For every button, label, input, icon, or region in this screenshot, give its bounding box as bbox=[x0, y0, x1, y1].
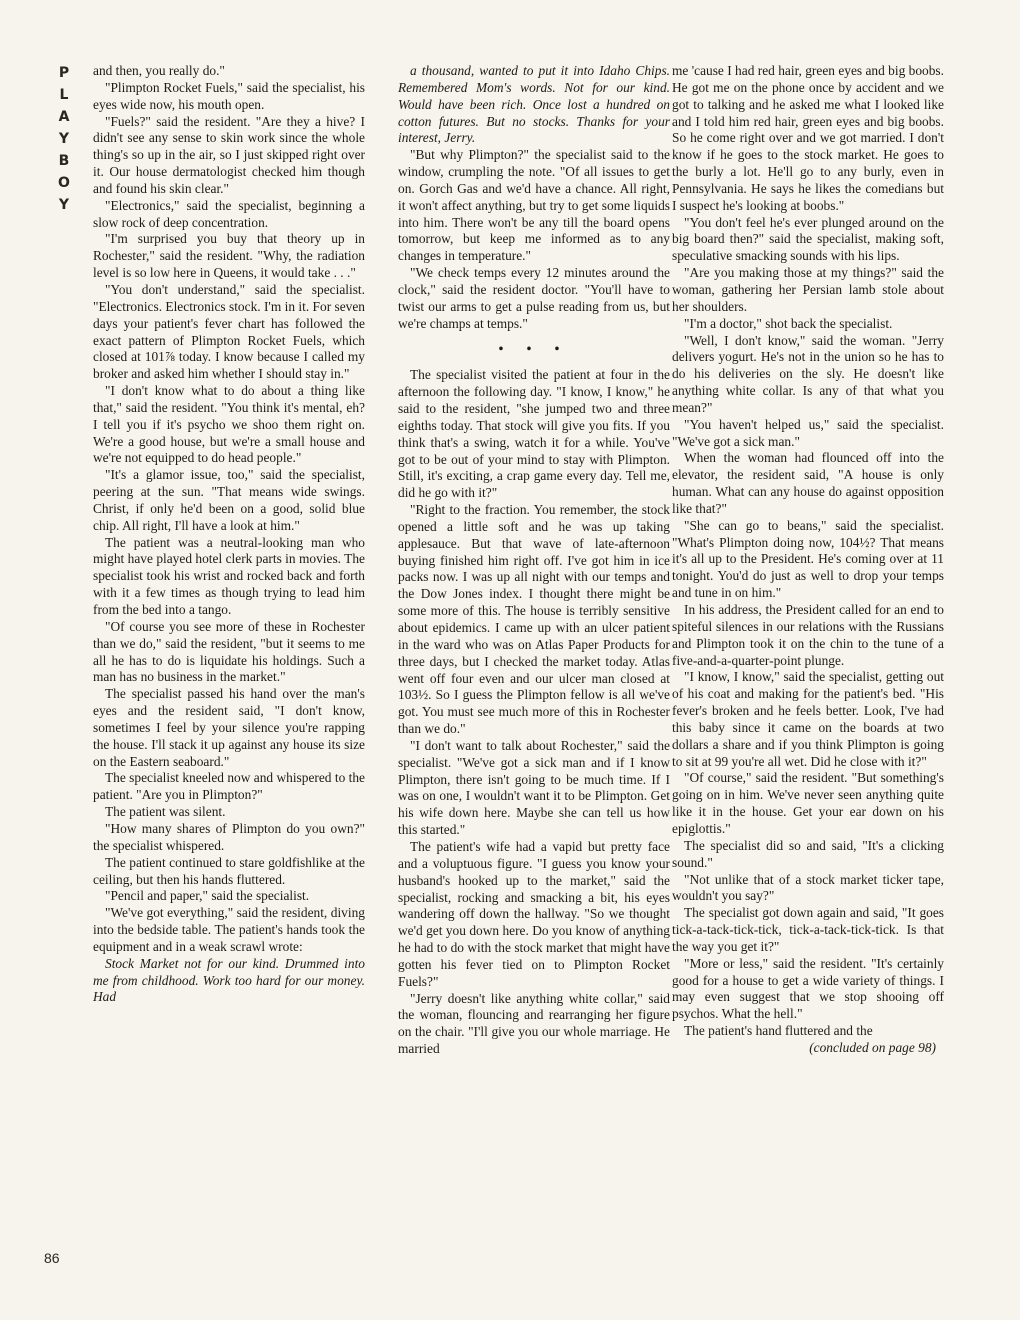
section-break: • • • bbox=[498, 340, 570, 356]
continuation-note: (concluded on page 98) bbox=[809, 1039, 936, 1055]
article-column-3 bbox=[672, 63, 944, 1057]
paragraph: "More or less," said the resident. "It's certainly good for a house to get a wide variety of things. I may even suggest that we stop shooing off psychos. What the hell." bbox=[672, 955, 944, 1022]
paragraph: and then, you really do." bbox=[93, 63, 225, 78]
paragraph: "Pencil and paper," said the specialist. bbox=[105, 888, 310, 904]
masthead-letter: Y bbox=[58, 131, 70, 147]
paragraph: The specialist kneeled now and whispered to the patient. "Are you in Plimpton?" bbox=[93, 770, 365, 803]
paragraph: The patient's hand fluttered and the bbox=[684, 1023, 873, 1039]
paragraph: The patient's wife had a vapid but pretty face and a voluptuous figure. "I guess you know your husband's hooked up to the market," said the specialist, rocking and smacking a bit, his eyes wandering off down the hallway. "So we thought we'd get you down here. Do you know of anything he had to do with the stock market that might have gotten his fever tied on to Plimpton Rocket Fuels?" bbox=[398, 838, 670, 989]
paragraph: "How many shares of Plimpton do you own?" the specialist whispered. bbox=[93, 820, 365, 853]
paragraph: "Not unlike that of a stock market ticker tape, wouldn't you say?" bbox=[672, 871, 944, 904]
paragraph: "Of course you see more of these in Rochester than we do," said the resident, "but it seems to me all he has to do is liquidate his holdings. Such a man has no business in the market." bbox=[93, 618, 365, 685]
paragraph: Stock Market not for our kind. Drummed into me from childhood. Work too hard for our money. Had bbox=[93, 955, 365, 1005]
paragraph: "I don't know what to do about a thing like that," said the resident. "You think it's mental, eh? I tell you if it's psycho we shoo them right on. We're a good house, but we're a small house and we're not equipped to do head people." bbox=[93, 383, 365, 466]
paragraph: "Plimpton Rocket Fuels," said the specialist, his eyes wide now, his mouth open. bbox=[93, 79, 365, 112]
paragraph: "You don't feel he's ever plunged around on the big board then?" said the specialist, making soft, speculative smacking sounds with his lips. bbox=[672, 214, 944, 264]
paragraph: The patient was silent. bbox=[105, 804, 226, 820]
masthead-letter: O bbox=[58, 175, 70, 191]
paragraph: "We check temps every 12 minutes around the clock," said the resident doctor. "You'll have to twist our arms to get a pulse reading from us, but we're champs at temps." bbox=[398, 265, 670, 331]
paragraph: "You haven't helped us," said the specialist. "We've got a sick man." bbox=[672, 416, 944, 449]
paragraph: "I don't want to talk about Rochester," said the specialist. "We've got a sick man and if I know Plimpton, there isn't going to be much time. If I was on one, I wouldn't want it to be Plimpton. Get his wife down here. Maybe she can tell us how this started." bbox=[398, 737, 670, 838]
paragraph: "I'm a doctor," shot back the specialist. bbox=[684, 315, 893, 331]
article-column-2 bbox=[398, 63, 670, 1058]
masthead-letter: B bbox=[58, 153, 70, 169]
paragraph: "Well, I don't know," said the woman. "Jerry delivers yogurt. He's not in the union so he has to do his deliveries on the sly. He doesn't like anything white collar. Is any of that what you mean?" bbox=[672, 332, 944, 415]
paragraph: "I'm surprised you buy that theory up in Rochester," said the resident. "Why, the radiation level is so low here in Queens, it would take . . ." bbox=[93, 231, 365, 281]
paragraph: "Fuels?" said the resident. "Are they a hive? I didn't see any sense to skin work since the whole thing's so up in the air, so I just skipped right over it. Our house dermatologist checked him though and found his skin clear." bbox=[93, 113, 365, 196]
masthead-letter: Y bbox=[58, 197, 70, 213]
paragraph: The patient was a neutral-looking man who might have played hotel clerk parts in movies. The specialist took his wrist and rocked back and forth with it a few times as though trying to lead him from the bed into a tango. bbox=[93, 534, 365, 617]
paragraph: a thousand, wanted to put it into Idaho Chips. Remembered Mom's words. Not for our kind. Would have been rich. Once lost a hundred on cotton futures. But no stocks. Thanks for your interest, Jerry. bbox=[398, 63, 670, 146]
paragraph: "You don't understand," said the specialist. "Electronics. Electronics stock. I'm in it. For seven days your patient's fever chart has followed the exact pattern of Plimpton Rocket Fuels, which closed at 101⅞ today. I know because I called my broker and asked him whether I should stay in." bbox=[93, 281, 365, 382]
paragraph: "Electronics," said the specialist, beginning a slow rock of deep concentration. bbox=[93, 197, 365, 230]
paragraph: "Are you making those at my things?" said the woman, gathering her Persian lamb stole about her shoulders. bbox=[672, 265, 944, 314]
paragraph: "It's a glamor issue, too," said the specialist, peering at the sun. "That means wide swings. Christ, if only he'd been on a good, solid blue chip. All right, I'll have a look at him." bbox=[93, 467, 365, 533]
article-column-1 bbox=[93, 63, 365, 1006]
paragraph: "Of course," said the resident. "But something's going on in him. We've never seen anything quite like it in the house. Get your ear down on his epiglottis." bbox=[672, 770, 944, 836]
paragraph: me 'cause I had red hair, green eyes and big boobs. He got me on the phone once by accident and we got to talking and he asked me what I looked like and I told him red hair, green eyes and big boobs. So he come right over and we got married. I don't know if he goes to the stock market. He goes to the burly a lot. He'll go to any burly, even in Pennsylvania. He says he likes the comedians but I suspect he's looking at boobs." bbox=[672, 63, 944, 213]
masthead-letter: P bbox=[58, 65, 70, 81]
paragraph: The patient continued to stare goldfishlike at the ceiling, but then his hands fluttered. bbox=[93, 854, 365, 887]
paragraph: "I know, I know," said the specialist, getting out of his coat and making for the patient's bed. "His fever's broken and he feels better. Look, I've had this baby since it came on the boards at two dollars a share and if you think Plimpton is going to sit at 99 you're all wet. Did he close with it?" bbox=[672, 669, 944, 769]
paragraph: The specialist got down again and said, "It goes tick-a-tack-tick-tick, tick-a-tack-tick-tick. Is that the way you get it?" bbox=[672, 905, 944, 954]
paragraph: "She can go to beans," said the specialist. "What's Plimpton doing now, 104½? That means it's all up to the President. He's coming over at 11 tonight. You'd do just as well to drop your temps and tune in on him." bbox=[672, 517, 944, 601]
paragraph: "Right to the fraction. You remember, the stock opened a little soft and he was up taking applesauce. But that wave of late-afternoon buying finished him right off. I've got him in ice packs now. I was up all night with our temps and the Dow Jones index. I thought there might be some more of this. The house is terribly sensitive about epidemics. I came up with an ulcer patient in the ward who was on Atlas Paper Products for three days, but I checked the market today. Atlas went off four even and our ulcer man closed at 103½. So I guess the Plimpton fellow is all we've got. You must see much more of this in Rochester than we do." bbox=[398, 502, 670, 737]
page-number: 86 bbox=[44, 1250, 60, 1266]
masthead-letter: L bbox=[59, 87, 69, 103]
masthead bbox=[52, 62, 76, 216]
paragraph: The specialist visited the patient at four in the afternoon the following day. "I know, I know," he said to the resident, "she jumped two and three eighths today. That stock will give you fits. If you think that's a swing, watch it for a while. You've got to be out of your mind to stay with Plimpton. Still, it's exciting, a crap game every day. Tell me, did he go with it?" bbox=[398, 367, 670, 501]
paragraph: When the woman had flounced off into the elevator, the resident said, "A house is only human. What can any house do against opposition like that?" bbox=[672, 450, 944, 516]
paragraph: In his address, the President called for an end to spiteful silences in our relations with the Russians and Plimpton took it on the chin to the tune of a five-and-a-quarter-point plunge. bbox=[672, 602, 944, 668]
paragraph: The specialist passed his hand over the man's eyes and the resident said, "I don't know, sometimes I feel by your silence you're rapping the house. I'll stack it up against any house its size on the Eastern seaboard." bbox=[93, 686, 365, 769]
paragraph: "But why Plimpton?" the specialist said to the window, crumpling the note. "Of all issues to get on. Gorch Gas and we'd have a chance. All right, it won't affect anything, but try to get some liquids into him. There won't be any till the board opens tomorrow, but keep me informed as to any changes in temperature." bbox=[398, 147, 670, 264]
paragraph: The specialist did so and said, "It's a clicking sound." bbox=[672, 837, 944, 870]
paragraph: "Jerry doesn't like anything white collar," said the woman, flouncing and rearranging her figure on the chair. "I'll give you our whole marriage. He married bbox=[398, 990, 670, 1057]
masthead-letter: A bbox=[58, 109, 70, 125]
paragraph: "We've got everything," said the resident, diving into the bedside table. The patient's hands took the equipment and in a weak scrawl wrote: bbox=[93, 905, 365, 954]
